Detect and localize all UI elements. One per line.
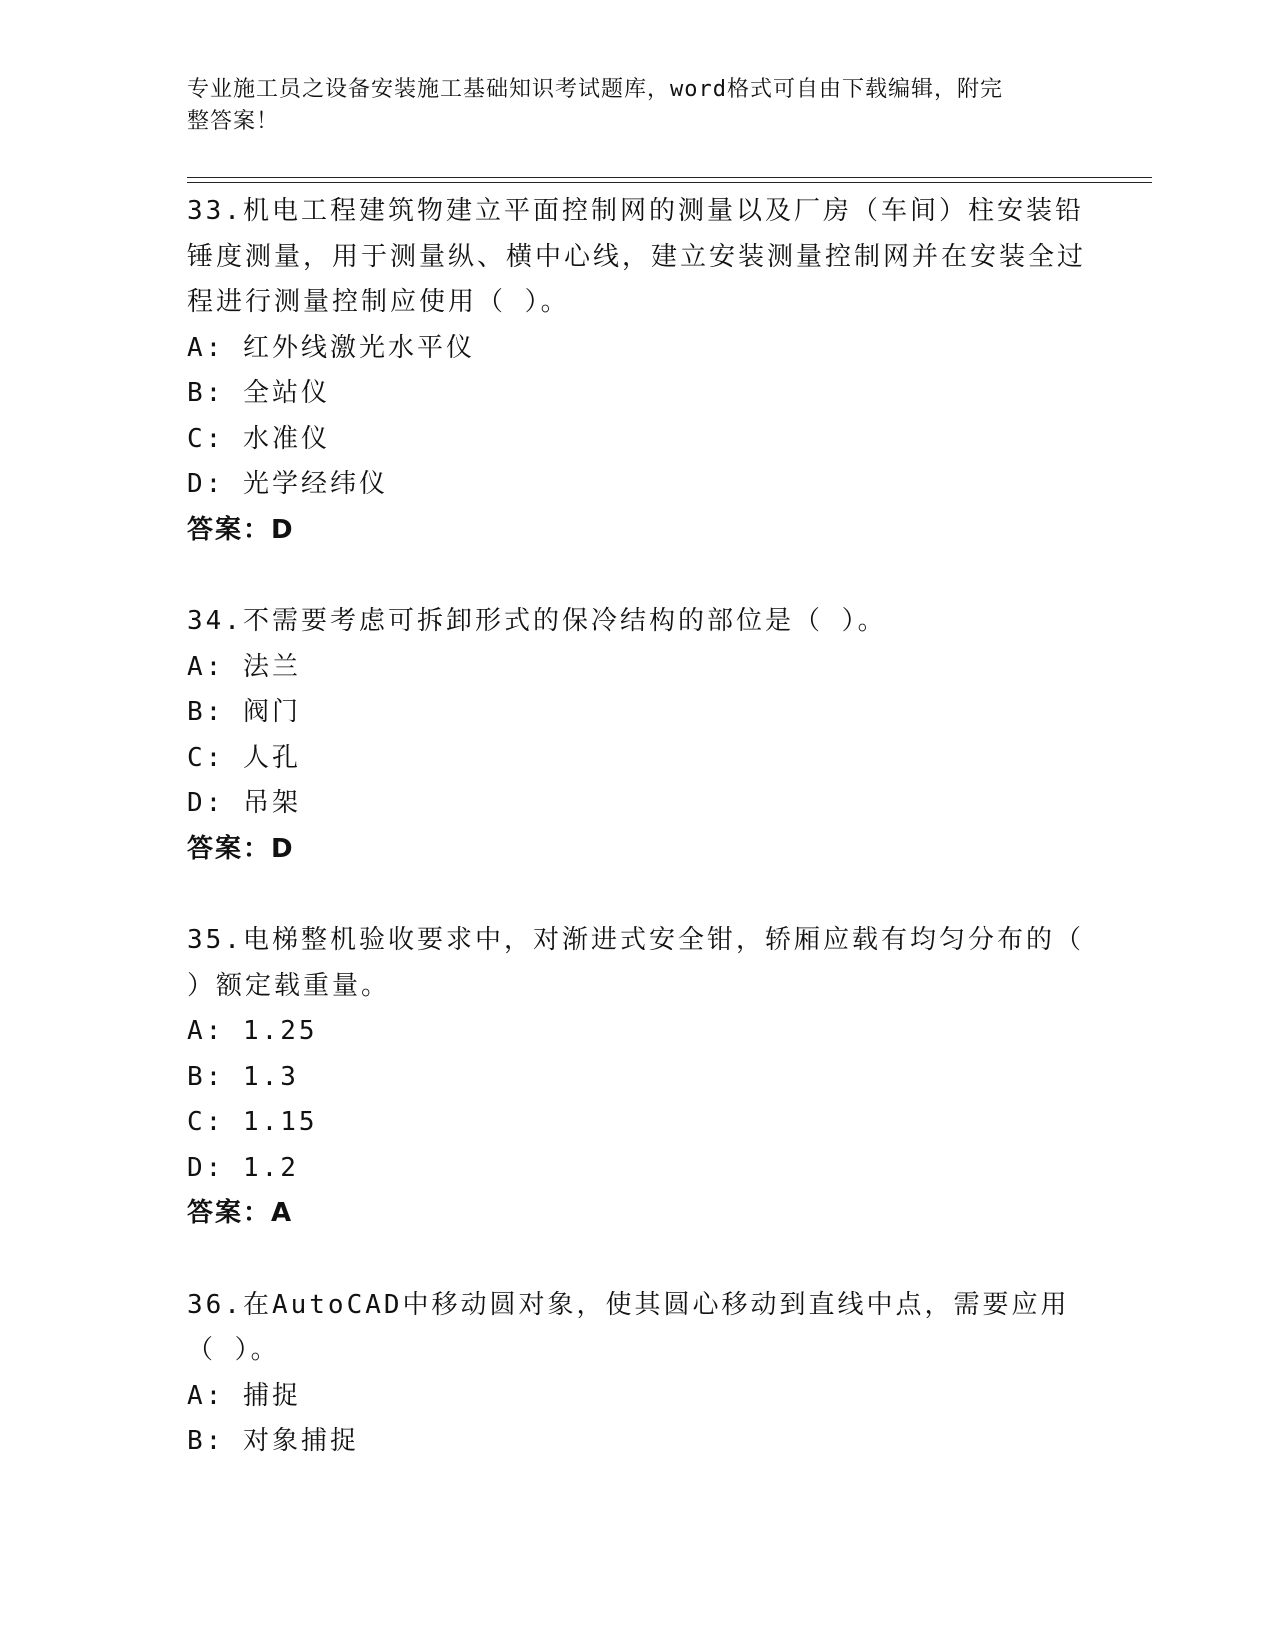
option-c: C: 1.15	[187, 1107, 318, 1137]
header-line-1: 专业施工员之设备安装施工基础知识考试题库，word格式可自由下载编辑，附完	[187, 77, 1003, 102]
option-c: C: 水准仪	[187, 423, 330, 454]
header-divider-top	[187, 177, 1152, 178]
question-35	[187, 918, 1087, 1237]
question-list	[187, 189, 1087, 1511]
answer-line: 答案：A	[187, 1198, 294, 1228]
question-stem: 35.电梯整机验收要求中，对渐进式安全钳，轿厢应载有均匀分布的（ ）额定载重量。	[187, 925, 1084, 1001]
option-a: A: 捕捉	[187, 1380, 301, 1411]
question-34	[187, 599, 1087, 872]
answer-line: 答案：D	[187, 833, 295, 864]
answer-line: 答案：D	[187, 514, 295, 545]
option-d: D: 光学经纬仪	[187, 469, 388, 499]
option-a: A: 红外线激光水平仪	[187, 332, 475, 363]
option-a: A: 1.25	[187, 1016, 318, 1046]
header-line-2: 整答案！	[187, 109, 280, 134]
question-33	[187, 189, 1087, 553]
option-b: B: 阀门	[187, 697, 301, 727]
option-d: D: 吊架	[187, 788, 301, 818]
option-a: A: 法兰	[187, 651, 301, 682]
question-stem: 34.不需要考虑可拆卸形式的保冷结构的部位是（ ）。	[187, 606, 887, 636]
question-stem: 36.在AutoCAD中移动圆对象，使其圆心移动到直线中点，需要应用（ ）。	[187, 1289, 1070, 1365]
document-header	[187, 74, 1067, 138]
option-d: D: 1.2	[187, 1152, 299, 1183]
question-36	[187, 1283, 1087, 1465]
header-divider-bottom	[187, 182, 1152, 183]
question-stem: 33.机电工程建筑物建立平面控制网的测量以及厂房（车间）柱安装铅锤度测量，用于测量纵、横中心线，建立安装测量控制网并在安装全过程进行测量控制应使用（ ）。	[187, 196, 1087, 317]
option-b: B: 全站仪	[187, 378, 330, 408]
option-c: C: 人孔	[187, 742, 301, 773]
option-b: B: 1.3	[187, 1061, 299, 1092]
option-b: B: 对象捕捉	[187, 1426, 359, 1456]
